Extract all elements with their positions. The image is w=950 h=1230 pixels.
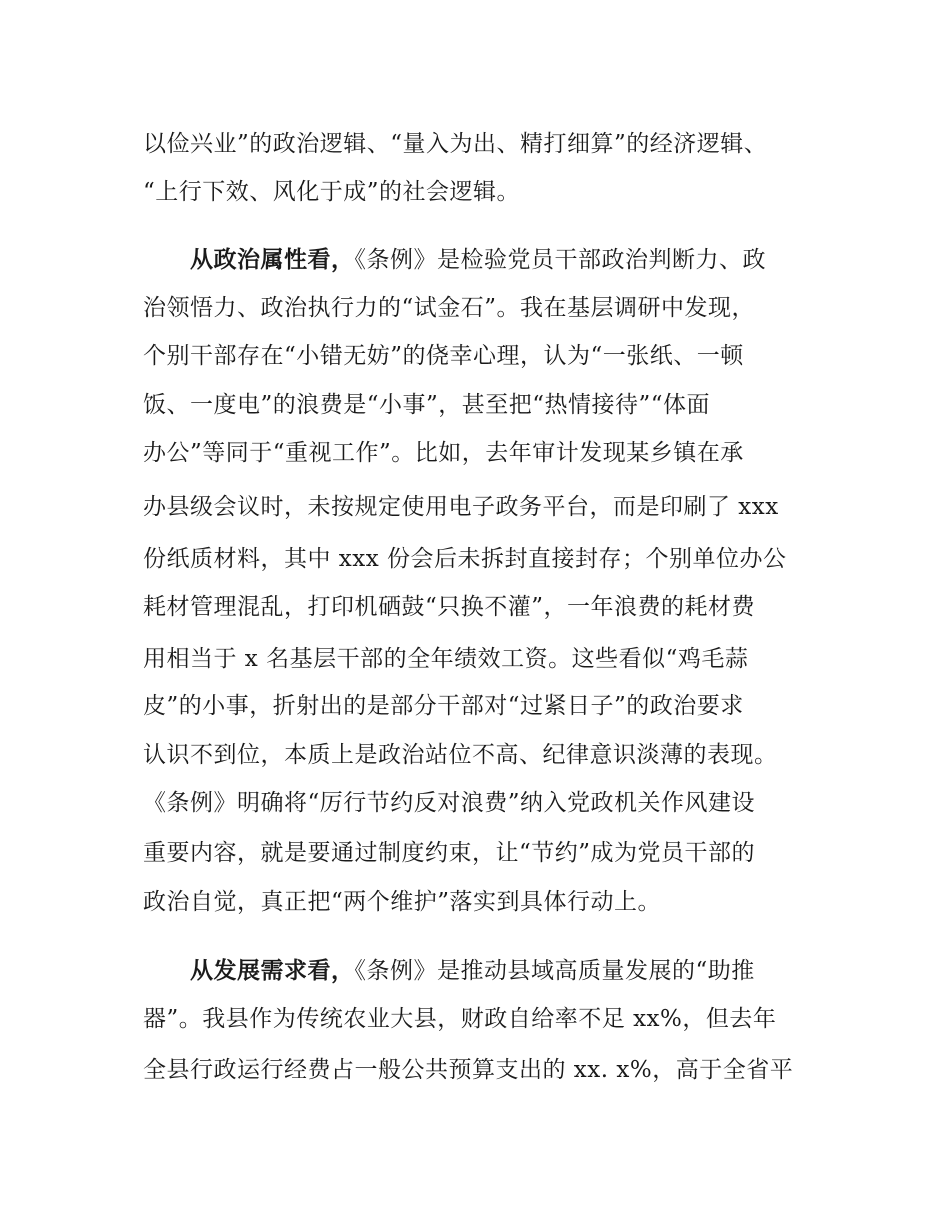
- text-line: 以俭兴业”的政治逻辑、“量入为出、精打细算”的经济逻辑、: [143, 131, 768, 157]
- text-line: 《条例》明确将“厉行节约反对浪费”纳入党政机关作风建设: [143, 790, 756, 816]
- text-line: 个别干部存在“小错无妨”的侥幸心理，认为“一张纸、一顿: [143, 343, 744, 369]
- text-line: 饭、一度电”的浪费是“小事”，甚至把“热情接待”“体面: [143, 392, 711, 418]
- text-line: 《条例》是推动县域高质量发展的“助推: [354, 958, 755, 984]
- paragraph-first-line: [190, 955, 755, 987]
- text-line: 重要内容，就是要通过制度约束，让“节约”成为党员干部的: [143, 840, 756, 866]
- text-line: 政治自觉，真正把“两个维护”落实到具体行动上。: [143, 889, 662, 915]
- text-line: 办县级会议时，未按规定使用电子政务平台，而是印刷了 xxx: [143, 494, 779, 520]
- paragraph-lead-heading: 从发展需求看，: [190, 957, 355, 984]
- text-line: 耗材管理混乱，打印机硒鼓“只换不灌”，一年浪费的耗材费: [143, 594, 756, 620]
- text-line: 认识不到位，本质上是政治站位不高、纪律意识淡薄的表现。: [143, 742, 778, 768]
- text-line: 办公”等同于“重视工作”。比如，去年审计发现某乡镇在承: [143, 440, 744, 466]
- text-line: “上行下效、风化于成”的社会逻辑。: [143, 179, 521, 205]
- text-line: 用相当于 x 名基层干部的全年绩效工资。这些看似“鸡毛蒜: [143, 646, 749, 672]
- text-line: 皮”的小事，折射出的是部分干部对“过紧日子”的政治要求: [143, 693, 744, 719]
- text-line: 份纸质材料，其中 xxx 份会后未拆封直接封存；个别单位办公: [143, 546, 787, 572]
- text-line: 全县行政运行经费占一般公共预算支出的 xx. x%，高于全省平: [143, 1057, 794, 1083]
- text-line: 《条例》是检验党员干部政治判断力、政: [354, 247, 766, 273]
- text-line: 器”。我县作为传统农业大县，财政自给率不足 xx%，但去年: [143, 1006, 777, 1032]
- text-line: 治领悟力、政治执行力的“试金石”。我在基层调研中发现，: [143, 295, 756, 321]
- paragraph-first-line: [190, 244, 766, 276]
- paragraph-lead-heading: 从政治属性看，: [190, 246, 355, 273]
